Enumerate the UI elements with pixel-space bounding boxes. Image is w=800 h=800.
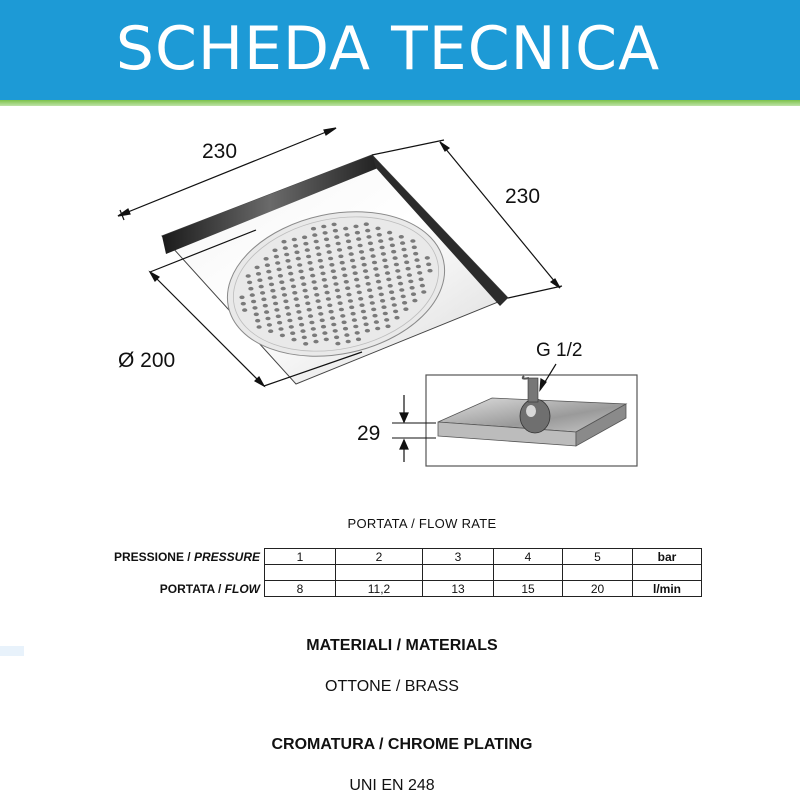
nozzle-hole <box>346 340 351 344</box>
nozzle-hole <box>403 307 408 311</box>
nozzle-hole <box>303 242 308 246</box>
nozzle-hole <box>303 342 308 346</box>
nozzle-hole <box>339 308 344 312</box>
nozzle-hole <box>264 257 269 261</box>
pressure-value: 2 <box>336 549 423 565</box>
nozzle-hole <box>269 283 274 287</box>
nozzle-hole <box>306 255 311 259</box>
nozzle-hole <box>384 265 389 269</box>
nozzle-hole <box>320 319 325 323</box>
nozzle-hole <box>378 239 383 243</box>
nozzle-hole <box>320 272 325 276</box>
nozzle-hole <box>304 295 309 299</box>
nozzle-hole <box>322 278 327 282</box>
pressure-value: 1 <box>265 549 336 565</box>
nozzle-hole <box>312 233 317 237</box>
flow-rate-table <box>84 548 702 597</box>
nozzle-hole <box>345 233 350 237</box>
nozzle-hole <box>305 248 310 252</box>
nozzle-hole <box>270 289 275 293</box>
nozzle-hole <box>349 306 354 310</box>
nozzle-hole <box>401 295 406 299</box>
nozzle-hole <box>392 303 397 307</box>
nozzle-hole <box>316 253 321 257</box>
diameter-label: Ø 200 <box>118 349 176 372</box>
nozzle-hole <box>279 280 284 284</box>
nozzle-hole <box>389 290 394 294</box>
nozzle-hole <box>239 296 244 300</box>
depth-label: 230 <box>505 185 541 208</box>
nozzle-hole <box>393 310 398 314</box>
nozzle-hole <box>385 271 390 275</box>
nozzle-hole <box>344 280 349 284</box>
nozzle-hole <box>274 255 279 259</box>
nozzle-hole <box>340 314 345 318</box>
nozzle-hole <box>254 313 259 317</box>
nozzle-hole <box>321 225 326 229</box>
page-title: SCHEDA TECNICA <box>115 14 661 84</box>
nozzle-hole <box>313 340 318 344</box>
nozzle-hole <box>328 257 333 261</box>
nozzle-hole <box>404 261 409 265</box>
nozzle-hole <box>246 274 251 278</box>
nozzle-hole <box>385 325 390 329</box>
nozzle-hole <box>285 259 290 263</box>
nozzle-hole <box>286 312 291 316</box>
nozzle-hole <box>338 254 343 258</box>
nozzle-hole <box>364 222 369 226</box>
nozzle-hole <box>364 323 369 327</box>
nozzle-hole <box>263 304 268 308</box>
nozzle-hole <box>298 270 303 274</box>
nozzle-hole <box>318 259 323 263</box>
nozzle-hole <box>278 274 283 278</box>
nozzle-hole <box>289 325 294 329</box>
nozzle-hole <box>358 244 363 248</box>
nozzle-hole <box>353 225 358 229</box>
nozzle-hole <box>280 334 285 338</box>
nozzle-hole <box>356 338 361 342</box>
nozzle-hole <box>275 261 280 265</box>
nozzle-hole <box>324 238 329 242</box>
nozzle-hole <box>272 249 277 253</box>
nozzle-hole <box>358 297 363 301</box>
nozzle-hole <box>406 267 411 271</box>
nozzle-hole <box>367 288 372 292</box>
nozzle-hole <box>242 308 247 312</box>
nozzle-hole <box>287 265 292 269</box>
nozzle-hole <box>277 321 282 325</box>
nozzle-hole <box>350 259 355 263</box>
nozzle-hole <box>302 336 307 340</box>
nozzle-hole <box>356 237 361 241</box>
flow-value: 13 <box>423 581 494 597</box>
nozzle-hole <box>402 301 407 305</box>
nozzle-hole <box>311 227 316 231</box>
nozzle-hole <box>309 267 314 271</box>
nozzle-hole <box>255 266 260 270</box>
nozzle-hole <box>399 235 404 239</box>
nozzle-hole <box>315 246 320 250</box>
nozzle-hole <box>321 325 326 329</box>
nozzle-hole <box>319 265 324 269</box>
nozzle-hole <box>375 273 380 277</box>
nozzle-hole <box>412 246 417 250</box>
nozzle-hole <box>296 257 301 261</box>
nozzle-hole <box>324 338 329 342</box>
nozzle-hole <box>327 304 332 308</box>
nozzle-hole <box>343 227 348 231</box>
materials-value: OTTONE / BRASS <box>325 678 459 695</box>
nozzle-hole <box>336 242 341 246</box>
pressure-row-label: PRESSIONE / PRESSURE <box>113 549 260 564</box>
nozzle-hole <box>344 333 349 337</box>
nozzle-hole <box>380 246 385 250</box>
nozzle-hole <box>335 289 340 293</box>
nozzle-hole <box>327 250 332 254</box>
nozzle-hole <box>278 327 283 331</box>
nozzle-hole <box>348 299 353 303</box>
nozzle-hole <box>335 342 340 346</box>
nozzle-hole <box>255 319 260 323</box>
nozzle-hole <box>369 248 374 252</box>
nozzle-hole <box>316 299 321 303</box>
nozzle-hole <box>375 227 380 231</box>
nozzle-hole <box>340 261 345 265</box>
plating-title: CROMATURA / CHROME PLATING <box>271 736 533 753</box>
technical-drawing <box>0 106 800 486</box>
nozzle-hole <box>391 250 396 254</box>
pressure-value: 5 <box>563 549 633 565</box>
nozzle-hole <box>383 312 388 316</box>
nozzle-hole <box>325 244 330 248</box>
nozzle-hole <box>421 290 426 294</box>
nozzle-hole <box>308 314 313 318</box>
nozzle-hole <box>343 327 348 331</box>
nozzle-hole <box>410 286 415 290</box>
nozzle-hole <box>290 331 295 335</box>
nozzle-hole <box>284 253 289 257</box>
nozzle-hole <box>312 280 317 284</box>
flow-rate-caption: PORTATA / FLOW RATE <box>347 516 497 531</box>
nozzle-hole <box>408 280 413 284</box>
nozzle-hole <box>362 316 367 320</box>
nozzle-hole <box>302 236 307 240</box>
nozzle-hole <box>296 310 301 314</box>
nozzle-hole <box>427 269 432 273</box>
nozzle-hole <box>372 314 377 318</box>
flow-unit: l/min <box>633 581 702 597</box>
nozzle-hole <box>336 295 341 299</box>
nozzle-hole <box>259 285 264 289</box>
nozzle-hole <box>273 302 278 306</box>
nozzle-hole <box>257 278 262 282</box>
nozzle-hole <box>291 285 296 289</box>
nozzle-hole <box>346 240 351 244</box>
nozzle-hole <box>329 310 334 314</box>
nozzle-hole <box>268 276 273 280</box>
nozzle-hole <box>373 267 378 271</box>
nozzle-hole <box>365 329 370 333</box>
nozzle-hole <box>265 263 270 267</box>
nozzle-hole <box>318 312 323 316</box>
nozzle-hole <box>323 284 328 288</box>
nozzle-hole <box>345 286 350 290</box>
nozzle-hole <box>388 284 393 288</box>
nozzle-hole <box>399 288 404 292</box>
nozzle-hole <box>282 293 287 297</box>
nozzle-hole <box>285 306 290 310</box>
nozzle-hole <box>413 252 418 256</box>
nozzle-hole <box>370 301 375 305</box>
nozzle-hole <box>281 240 286 244</box>
nozzle-hole <box>359 303 364 307</box>
nozzle-hole <box>407 273 412 277</box>
nozzle-hole <box>377 286 382 290</box>
nozzle-hole <box>390 297 395 301</box>
nozzle-hole <box>412 299 417 303</box>
nozzle-hole <box>388 237 393 241</box>
nozzle-hole <box>354 278 359 282</box>
flow-value: 15 <box>494 581 563 597</box>
header-bar <box>0 0 800 100</box>
nozzle-hole <box>419 278 424 282</box>
flow-row <box>84 581 702 597</box>
nozzle-hole <box>298 317 303 321</box>
nozzle-hole <box>250 293 255 297</box>
nozzle-hole <box>292 238 297 242</box>
nozzle-hole <box>333 229 338 233</box>
nozzle-hole <box>256 272 261 276</box>
nozzle-hole <box>403 254 408 258</box>
nozzle-hole <box>287 319 292 323</box>
nozzle-hole <box>342 321 347 325</box>
nozzle-hole <box>310 274 315 278</box>
table-spacer-row <box>84 565 702 581</box>
nozzle-hole <box>365 229 370 233</box>
nozzle-hole <box>360 257 365 261</box>
nozzle-hole <box>377 233 382 237</box>
nozzle-hole <box>267 323 272 327</box>
nozzle-hole <box>300 329 305 333</box>
nozzle-hole <box>264 310 269 314</box>
nozzle-hole <box>330 316 335 320</box>
nozzle-hole <box>380 299 385 303</box>
pressure-value: 4 <box>494 549 563 565</box>
nozzle-hole <box>283 300 288 304</box>
nozzle-hole <box>331 323 336 327</box>
nozzle-hole <box>351 265 356 269</box>
nozzle-hole <box>363 269 368 273</box>
nozzle-hole <box>352 318 357 322</box>
nozzle-hole <box>364 276 369 280</box>
nozzle-hole <box>372 261 377 265</box>
nozzle-hole <box>314 240 319 244</box>
nozzle-hole <box>283 246 288 250</box>
nozzle-hole <box>400 241 405 245</box>
pressure-row <box>84 549 702 565</box>
nozzle-hole <box>299 323 304 327</box>
nozzle-hole <box>366 235 371 239</box>
nozzle-hole <box>326 297 331 301</box>
nozzle-hole <box>342 274 347 278</box>
nozzle-hole <box>252 306 257 310</box>
nozzle-hole <box>291 338 296 342</box>
nozzle-hole <box>337 248 342 252</box>
nozzle-hole <box>276 315 281 319</box>
nozzle-hole <box>300 276 305 280</box>
nozzle-hole <box>375 327 380 331</box>
nozzle-hole <box>265 317 270 321</box>
nozzle-hole <box>347 246 352 250</box>
nozzle-hole <box>334 336 339 340</box>
nozzle-hole <box>251 300 256 304</box>
pressure-value: 3 <box>423 549 494 565</box>
nozzle-hole <box>368 242 373 246</box>
nozzle-hole <box>390 244 395 248</box>
nozzle-hole <box>371 308 376 312</box>
nozzle-hole <box>307 308 312 312</box>
nozzle-hole <box>346 293 351 297</box>
nozzle-hole <box>359 250 364 254</box>
nozzle-hole <box>398 282 403 286</box>
nozzle-hole <box>416 265 421 269</box>
nozzle-hole <box>295 304 300 308</box>
nozzle-hole <box>414 258 419 262</box>
nozzle-hole <box>309 321 314 325</box>
nozzle-hole <box>381 252 386 256</box>
flow-value: 8 <box>265 581 336 597</box>
nozzle-hole <box>366 282 371 286</box>
nozzle-hole <box>305 302 310 306</box>
height-label: 29 <box>357 422 381 445</box>
nozzle-hole <box>393 256 398 260</box>
nozzle-hole <box>247 281 252 285</box>
nozzle-hole <box>401 248 406 252</box>
nozzle-hole <box>297 263 302 267</box>
nozzle-hole <box>411 292 416 296</box>
pressure-unit: bar <box>633 549 702 565</box>
nozzle-hole <box>277 268 282 272</box>
nozzle-hole <box>374 320 379 324</box>
nozzle-hole <box>294 297 299 301</box>
nozzle-hole <box>248 287 253 291</box>
nozzle-hole <box>355 331 360 335</box>
nozzle-hole <box>293 244 298 248</box>
nozzle-hole <box>368 295 373 299</box>
nozzle-hole <box>317 306 322 310</box>
nozzle-hole <box>353 325 358 329</box>
nozzle-hole <box>341 267 346 271</box>
nozzle-hole <box>288 272 293 276</box>
nozzle-hole <box>333 282 338 286</box>
nozzle-hole <box>357 291 362 295</box>
nozzle-hole <box>274 308 279 312</box>
nozzle-hole <box>290 278 295 282</box>
nozzle-hole <box>338 301 343 305</box>
nozzle-hole <box>395 269 400 273</box>
nozzle-hole <box>241 302 246 306</box>
nozzle-hole <box>311 327 316 331</box>
nozzle-hole <box>331 269 336 273</box>
nozzle-hole <box>260 291 265 295</box>
nozzle-hole <box>379 293 384 297</box>
nozzle-hole <box>266 270 271 274</box>
plating-value: UNI EN 248 <box>349 777 435 794</box>
flow-value: 11,2 <box>336 581 423 597</box>
nozzle-hole <box>351 312 356 316</box>
nozzle-hole <box>420 284 425 288</box>
nozzle-hole <box>394 316 399 320</box>
nozzle-hole <box>417 271 422 275</box>
side-view <box>426 375 637 466</box>
nozzle-hole <box>353 271 358 275</box>
nozzle-hole <box>268 329 273 333</box>
nozzle-hole <box>312 334 317 338</box>
nozzle-hole <box>410 239 415 243</box>
nozzle-hole <box>303 289 308 293</box>
nozzle-hole <box>426 263 431 267</box>
nozzle-hole <box>294 251 299 255</box>
nozzle-hole <box>386 278 391 282</box>
nozzle-hole <box>384 318 389 322</box>
nozzle-hole <box>387 231 392 235</box>
nozzle-hole <box>261 298 266 302</box>
flow-value: 20 <box>563 581 633 597</box>
nozzle-hole <box>394 263 399 267</box>
nozzle-hole <box>332 276 337 280</box>
nozzle-hole <box>314 293 319 297</box>
nozzle-hole <box>371 254 376 258</box>
nozzle-hole <box>329 263 334 267</box>
width-label: 230 <box>202 140 238 163</box>
nozzle-hole <box>397 276 402 280</box>
nozzle-hole <box>307 261 312 265</box>
nozzle-hole <box>281 287 286 291</box>
nozzle-hole <box>355 231 360 235</box>
nozzle-hole <box>257 325 262 329</box>
nozzle-hole <box>325 291 330 295</box>
nozzle-hole <box>381 305 386 309</box>
nozzle-hole <box>323 231 328 235</box>
nozzle-hole <box>292 291 297 295</box>
nozzle-hole <box>322 331 327 335</box>
nozzle-hole <box>313 287 318 291</box>
nozzle-hole <box>349 252 354 256</box>
nozzle-hole <box>301 282 306 286</box>
shower-head-top-view <box>162 155 508 384</box>
nozzle-hole <box>355 284 360 288</box>
nozzle-hole <box>333 329 338 333</box>
nozzle-hole <box>332 223 337 227</box>
nozzle-hole <box>361 310 366 314</box>
nozzle-hole <box>425 256 430 260</box>
connection-label: G 1/2 <box>536 340 583 361</box>
nozzle-hole <box>376 280 381 284</box>
nozzle-hole <box>382 259 387 263</box>
materials-title: MATERIALI / MATERIALS <box>306 637 498 654</box>
flow-row-label: PORTATA / FLOW <box>159 581 260 596</box>
nozzle-hole <box>272 295 277 299</box>
nozzle-hole <box>362 263 367 267</box>
nozzle-hole <box>334 235 339 239</box>
